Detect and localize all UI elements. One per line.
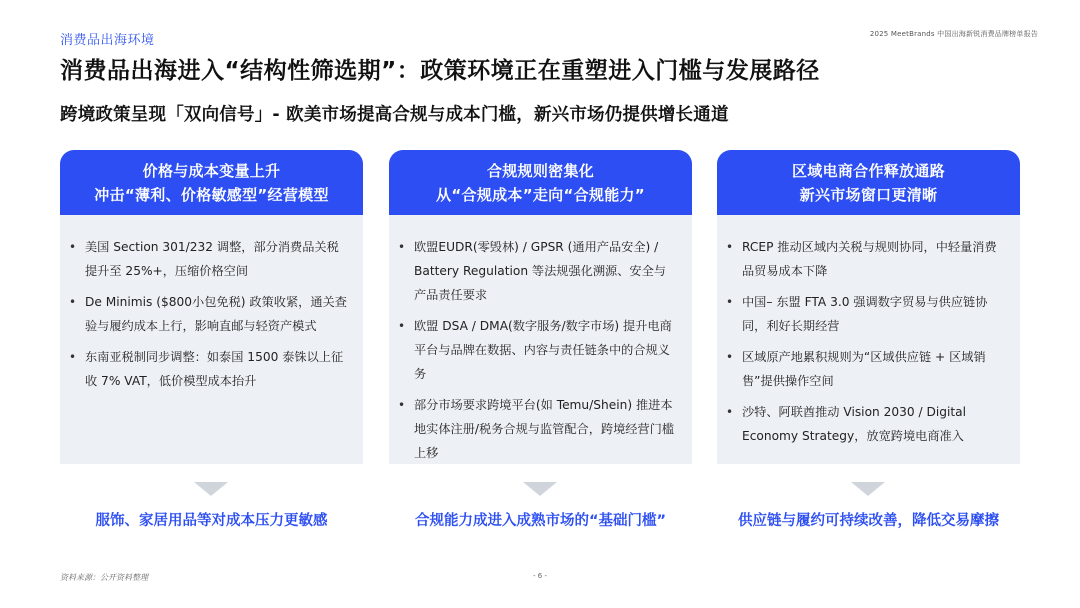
bullet-item: • 中国– 东盟 FTA 3.0 强调数字贸易与供应链协同，利好长期经营 xyxy=(742,290,1006,338)
card-header xyxy=(717,150,1020,215)
policy-card-regional xyxy=(717,150,1020,464)
page-title: 消费品出海进入“结构性筛选期”：政策环境正在重塑进入门槛与发展路径 xyxy=(60,58,820,84)
policy-card-cost xyxy=(60,150,363,464)
bullet-item: • De Minimis ($800小包免税) 政策收紧，通关查验与履约成本上行，影响直邮与轻资产模式 xyxy=(85,290,349,338)
bullet-item: • 东南亚税制同步调整：如泰国 1500 泰铢以上征收 7% VAT，低价模型成本抬升 xyxy=(85,345,349,393)
card-header xyxy=(60,150,363,215)
card-heading-line2: 新兴市场窗口更清晰 xyxy=(799,185,938,204)
bullet-item: • 部分市场要求跨境平台(如 Temu/Shein) 推进本地实体注册/税务合规与监管配合，跨境经营门槛上移 xyxy=(414,393,678,465)
down-arrow-icon xyxy=(523,482,557,496)
bullet-list xyxy=(742,235,1006,448)
policy-card-compliance xyxy=(389,150,692,464)
down-arrow-icon xyxy=(194,482,228,496)
section-tag: 消费品出海环境 xyxy=(60,33,155,48)
card-body xyxy=(717,215,1020,464)
card-conclusion: 供应链与履约可持续改善，降低交易摩擦 xyxy=(738,513,999,529)
card-body xyxy=(60,215,363,464)
bullet-item: • 欧盟EUDR(零毁林) / GPSR (通用产品安全) / Battery Regulation 等法规强化溯源、安全与产品责任要求 xyxy=(414,235,678,307)
bullet-item: • RCEP 推动区域内关税与规则协同，中轻量消费品贸易成本下降 xyxy=(742,235,1006,283)
page-number: - 6 - xyxy=(533,572,547,580)
card-conclusion: 合规能力成进入成熟市场的“基础门槛” xyxy=(414,513,667,529)
bullet-list xyxy=(85,235,349,393)
down-arrow-icon xyxy=(851,482,885,496)
bullet-item: • 沙特、阿联酋推动 Vision 2030 / Digital Economy Strategy，放宽跨境电商准入 xyxy=(742,400,1006,448)
report-name: 2025 MeetBrands 中国出海新锐消费品牌榜单报告 xyxy=(869,30,1038,38)
card-header xyxy=(389,150,692,215)
bullet-item: • 美国 Section 301/232 调整，部分消费品关税提升至 25%+，压缩价格空间 xyxy=(85,235,349,283)
bullet-list xyxy=(414,235,678,465)
source-note: 资料来源：公开资料整理 xyxy=(60,573,148,582)
card-heading-line1: 价格与成本变量上升 xyxy=(142,161,281,180)
card-heading-line1: 区域电商合作释放通路 xyxy=(791,161,945,180)
card-conclusion: 服饰、家居用品等对成本压力更敏感 xyxy=(95,513,328,529)
bullet-item: • 欧盟 DSA / DMA(数字服务/数字市场) 提升电商平台与品牌在数据、内容与责任链条中的合规义务 xyxy=(414,314,678,386)
bullet-item: • 区域原产地累积规则为“区域供应链 + 区域销售”提供操作空间 xyxy=(742,345,1006,393)
card-body xyxy=(389,215,692,464)
card-heading-line2: 冲击“薄利、价格敏感型”经营模型 xyxy=(94,185,329,204)
page-subtitle: 跨境政策呈现「双向信号」- 欧美市场提高合规与成本门槛，新兴市场仍提供增长通道 xyxy=(60,105,729,125)
card-heading-line1: 合规规则密集化 xyxy=(486,161,595,180)
card-heading-line2: 从“合规成本”走向“合规能力” xyxy=(436,185,645,204)
